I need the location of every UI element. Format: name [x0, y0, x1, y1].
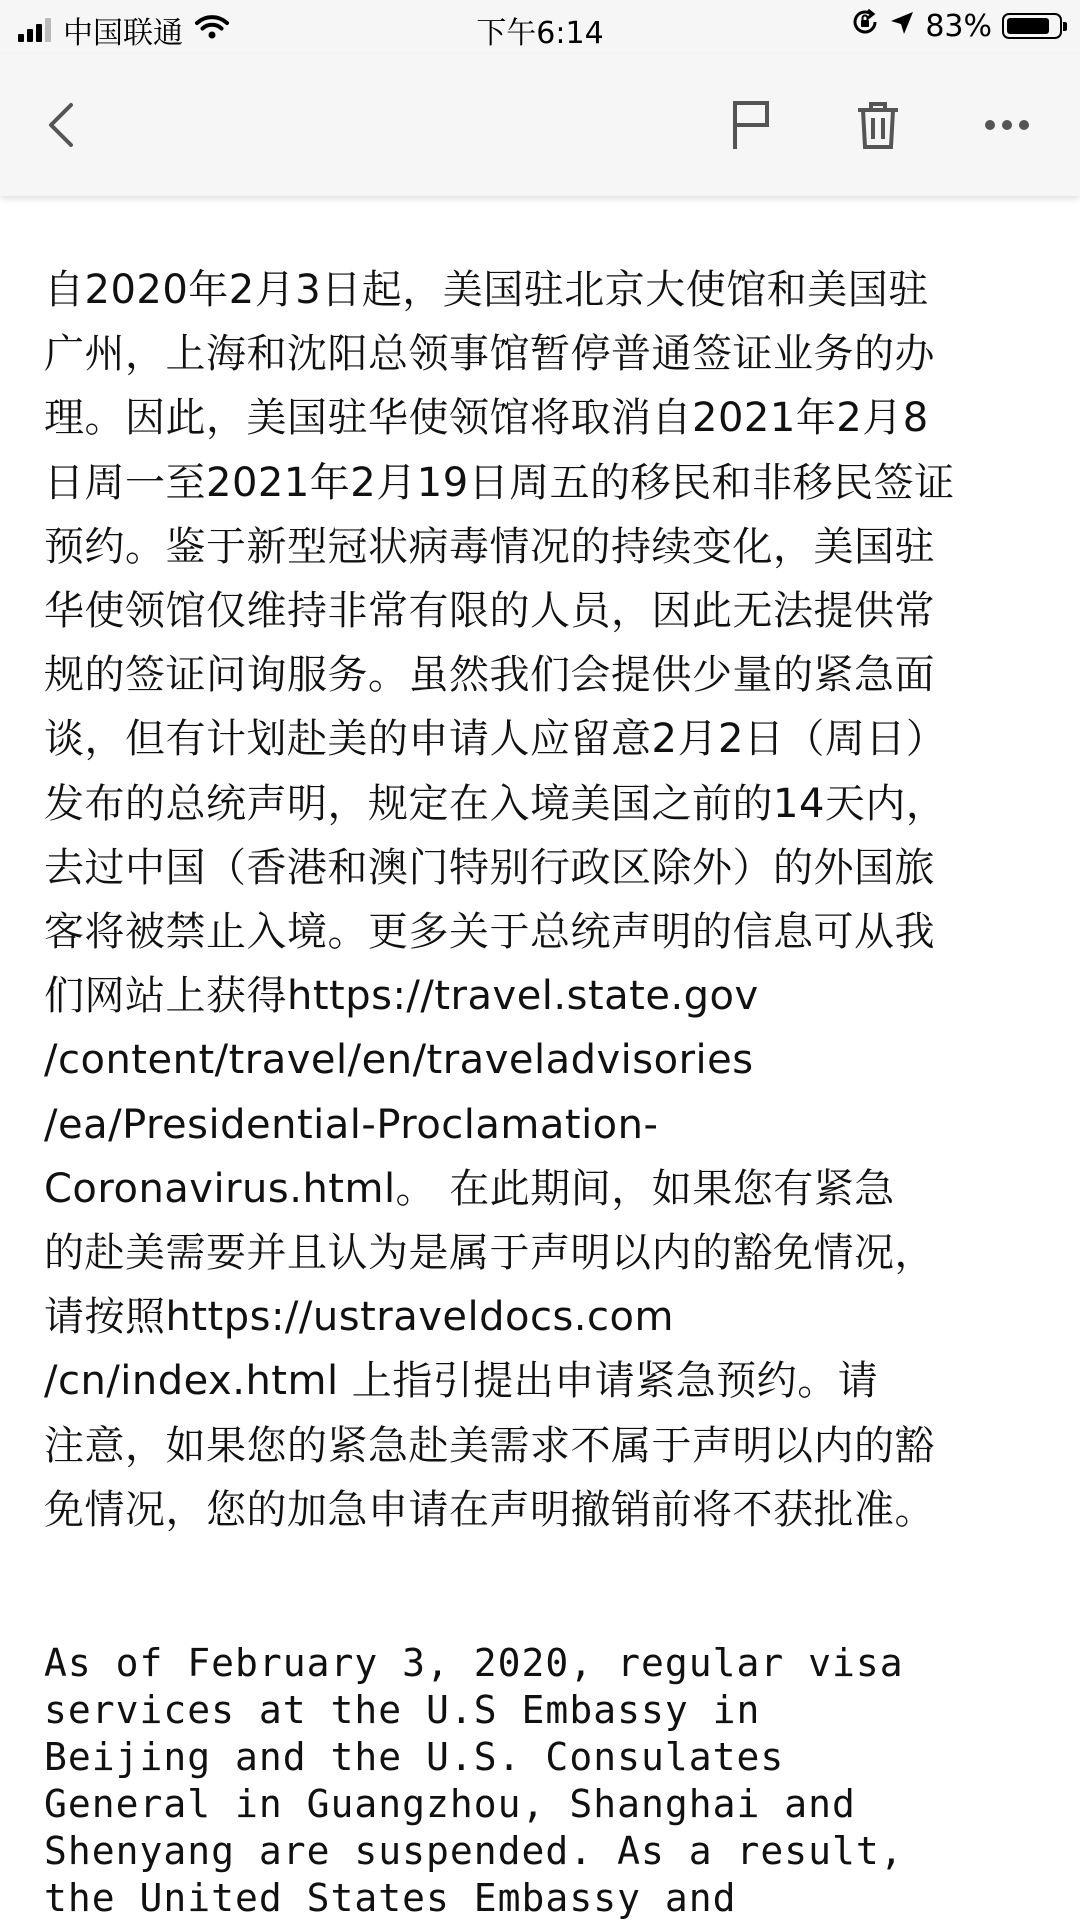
trash-icon	[856, 100, 900, 150]
battery-icon	[1002, 13, 1062, 39]
status-right	[851, 8, 1062, 44]
flag-button[interactable]	[716, 90, 786, 160]
flag-icon	[729, 99, 773, 151]
location-arrow-icon	[889, 9, 915, 44]
chinese-notice-text: 自2020年2月3日起，美国驻北京大使馆和美国驻 广州，上海和沈阳总领事馆暂停普通签证业务的办 理。因此，美国驻华使领馆将取消自2021年2月8 日周一至2021年2月19日周五的移民和非移民签证 预约。鉴于新型冠状病毒情况的持续变化，美国驻 华使领馆仅维持非常有限的人员，因此无法提供常 规的签证问询服务。虽然我们会提供少量的紧急面 谈，但有计划赴美的申请人应留意2月2日（周日） 发布的总统声明，规定在入境美国之前的14天内， 去过中国（香港和澳门特别行政区除外）的外国旅 客将被禁止入境。更多关于总统声明的信息可从我 们网站上获得https://travel.state.gov /content/travel/en/traveladvisories /ea/Presidential-Proclamation- Coronavirus.html。 在此期间，如果您有紧急 的赴美需要并且认为是属于声明以内的豁免情况， 请按照https://ustraveldocs.com /cn/index.html 上指引提出申请紧急预约。请 注意，如果您的紧急赴美需求不属于声明以内的豁 免情况，您的加急申请在声明撤销前将不获批准。	[44, 267, 955, 1533]
more-button[interactable]	[972, 90, 1042, 160]
message-body	[44, 258, 1040, 1922]
carrier-name: 中国联通	[63, 16, 183, 51]
more-dots-icon	[984, 119, 1030, 131]
battery-level	[1007, 18, 1049, 34]
delete-button[interactable]	[843, 90, 913, 160]
back-chevron-icon	[41, 100, 81, 150]
english-notice-text: As of February 3, 2020, regular visa services at the U.S Embassy in Beijing and the U.S. Consulates General in Guangzhou, Shanghai and Shenyang are suspended. As a result, the United States Embassy and	[44, 1641, 904, 1921]
back-button[interactable]	[26, 90, 96, 160]
status-time: 下午6:14	[476, 16, 604, 51]
orientation-lock-icon	[851, 8, 879, 44]
status-bar	[0, 0, 1080, 54]
message-toolbar	[0, 54, 1080, 196]
battery-percent: 83%	[925, 8, 992, 44]
